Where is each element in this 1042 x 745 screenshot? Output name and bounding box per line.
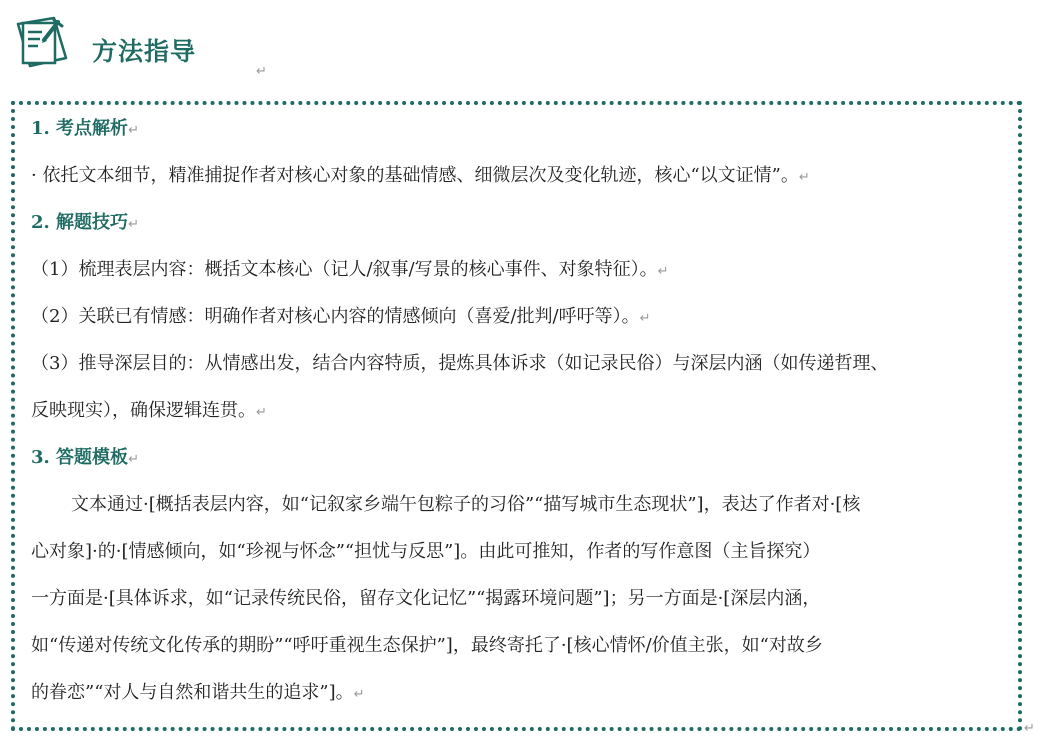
template-line-4	[31, 622, 1023, 669]
body-text: 的眷恋”“对人与自然和谐共生的追求”]。	[31, 682, 354, 703]
paragraph-mark: ↵	[353, 687, 365, 702]
body-text: 心对象]·的·[情感倾向，如“珍视与怀念”“担忧与反思”]。由此可推知，作者的写作意图（主旨探究）	[31, 541, 821, 562]
section-heading-template	[31, 434, 1023, 481]
body-text: （2）关联已有情感：明确作者对核心内容的情感倾向（喜爱/批判/呼吁等）。	[31, 306, 640, 327]
body-text: 如“传递对传统文化传承的期盼”“呼吁重视生态保护”]，最终寄托了·[核心情怀/价值主张，如“对故乡	[31, 635, 823, 656]
heading-text: 3. 答题模板	[31, 447, 129, 468]
heading-text: 2. 解题技巧	[31, 212, 129, 233]
body-text: （3）推导深层目的：从情感出发，结合内容特质，提炼具体诉求（如记录民俗）与深层内涵（如传递哲理、	[31, 353, 889, 374]
section-header	[14, 14, 414, 74]
template-line-5	[31, 669, 1023, 716]
technique-step-3-line-2	[31, 387, 1023, 434]
body-text: 文本通过·[概括表层内容，如“记叙家乡端午包粽子的习俗”“描写城市生态现状”]，表达了作者对·[核	[71, 494, 861, 515]
paragraph-mark: ↵	[128, 217, 139, 232]
paragraph-mark: ↵	[798, 170, 810, 185]
paragraph-mark: ↵	[657, 264, 669, 279]
template-line-3	[31, 575, 1023, 622]
paragraph-mark: ↵	[256, 405, 267, 420]
paragraph-mark: ↵	[128, 452, 139, 467]
notes-pen-icon	[14, 14, 70, 72]
method-guide-box	[11, 101, 1022, 731]
paragraph-mark: ↵	[256, 64, 267, 79]
template-line-2	[31, 528, 1023, 575]
paragraph-mark: ↵	[639, 311, 651, 326]
technique-step-2	[31, 293, 1023, 340]
body-text: 一方面是·[具体诉求，如“记录传统民俗，留存文化记忆”“揭露环境问题”]；另一方面是·[深层内涵，	[31, 588, 821, 609]
section-heading-analysis	[31, 105, 1023, 152]
paragraph-mark: ↵	[1024, 721, 1035, 736]
paragraph-mark: ↵	[128, 123, 139, 138]
guide-content	[31, 105, 1023, 716]
body-text: · 依托文本细节，精准捕捉作者对核心对象的基础情感、细微层次及变化轨迹，核心“以文证情”。	[31, 165, 799, 186]
analysis-text	[31, 152, 1023, 199]
page-title: 方法指导	[92, 37, 197, 66]
body-text: （1）梳理表层内容：概括文本核心（记人/叙事/写景的核心事件、对象特征）。	[31, 259, 658, 280]
section-heading-techniques	[31, 199, 1023, 246]
heading-text: 1. 考点解析	[31, 118, 129, 139]
technique-step-3-line-1	[31, 340, 1023, 387]
technique-step-1	[31, 246, 1023, 293]
body-text: 反映现实），确保逻辑连贯。	[31, 400, 256, 421]
template-line-1	[31, 481, 1023, 528]
